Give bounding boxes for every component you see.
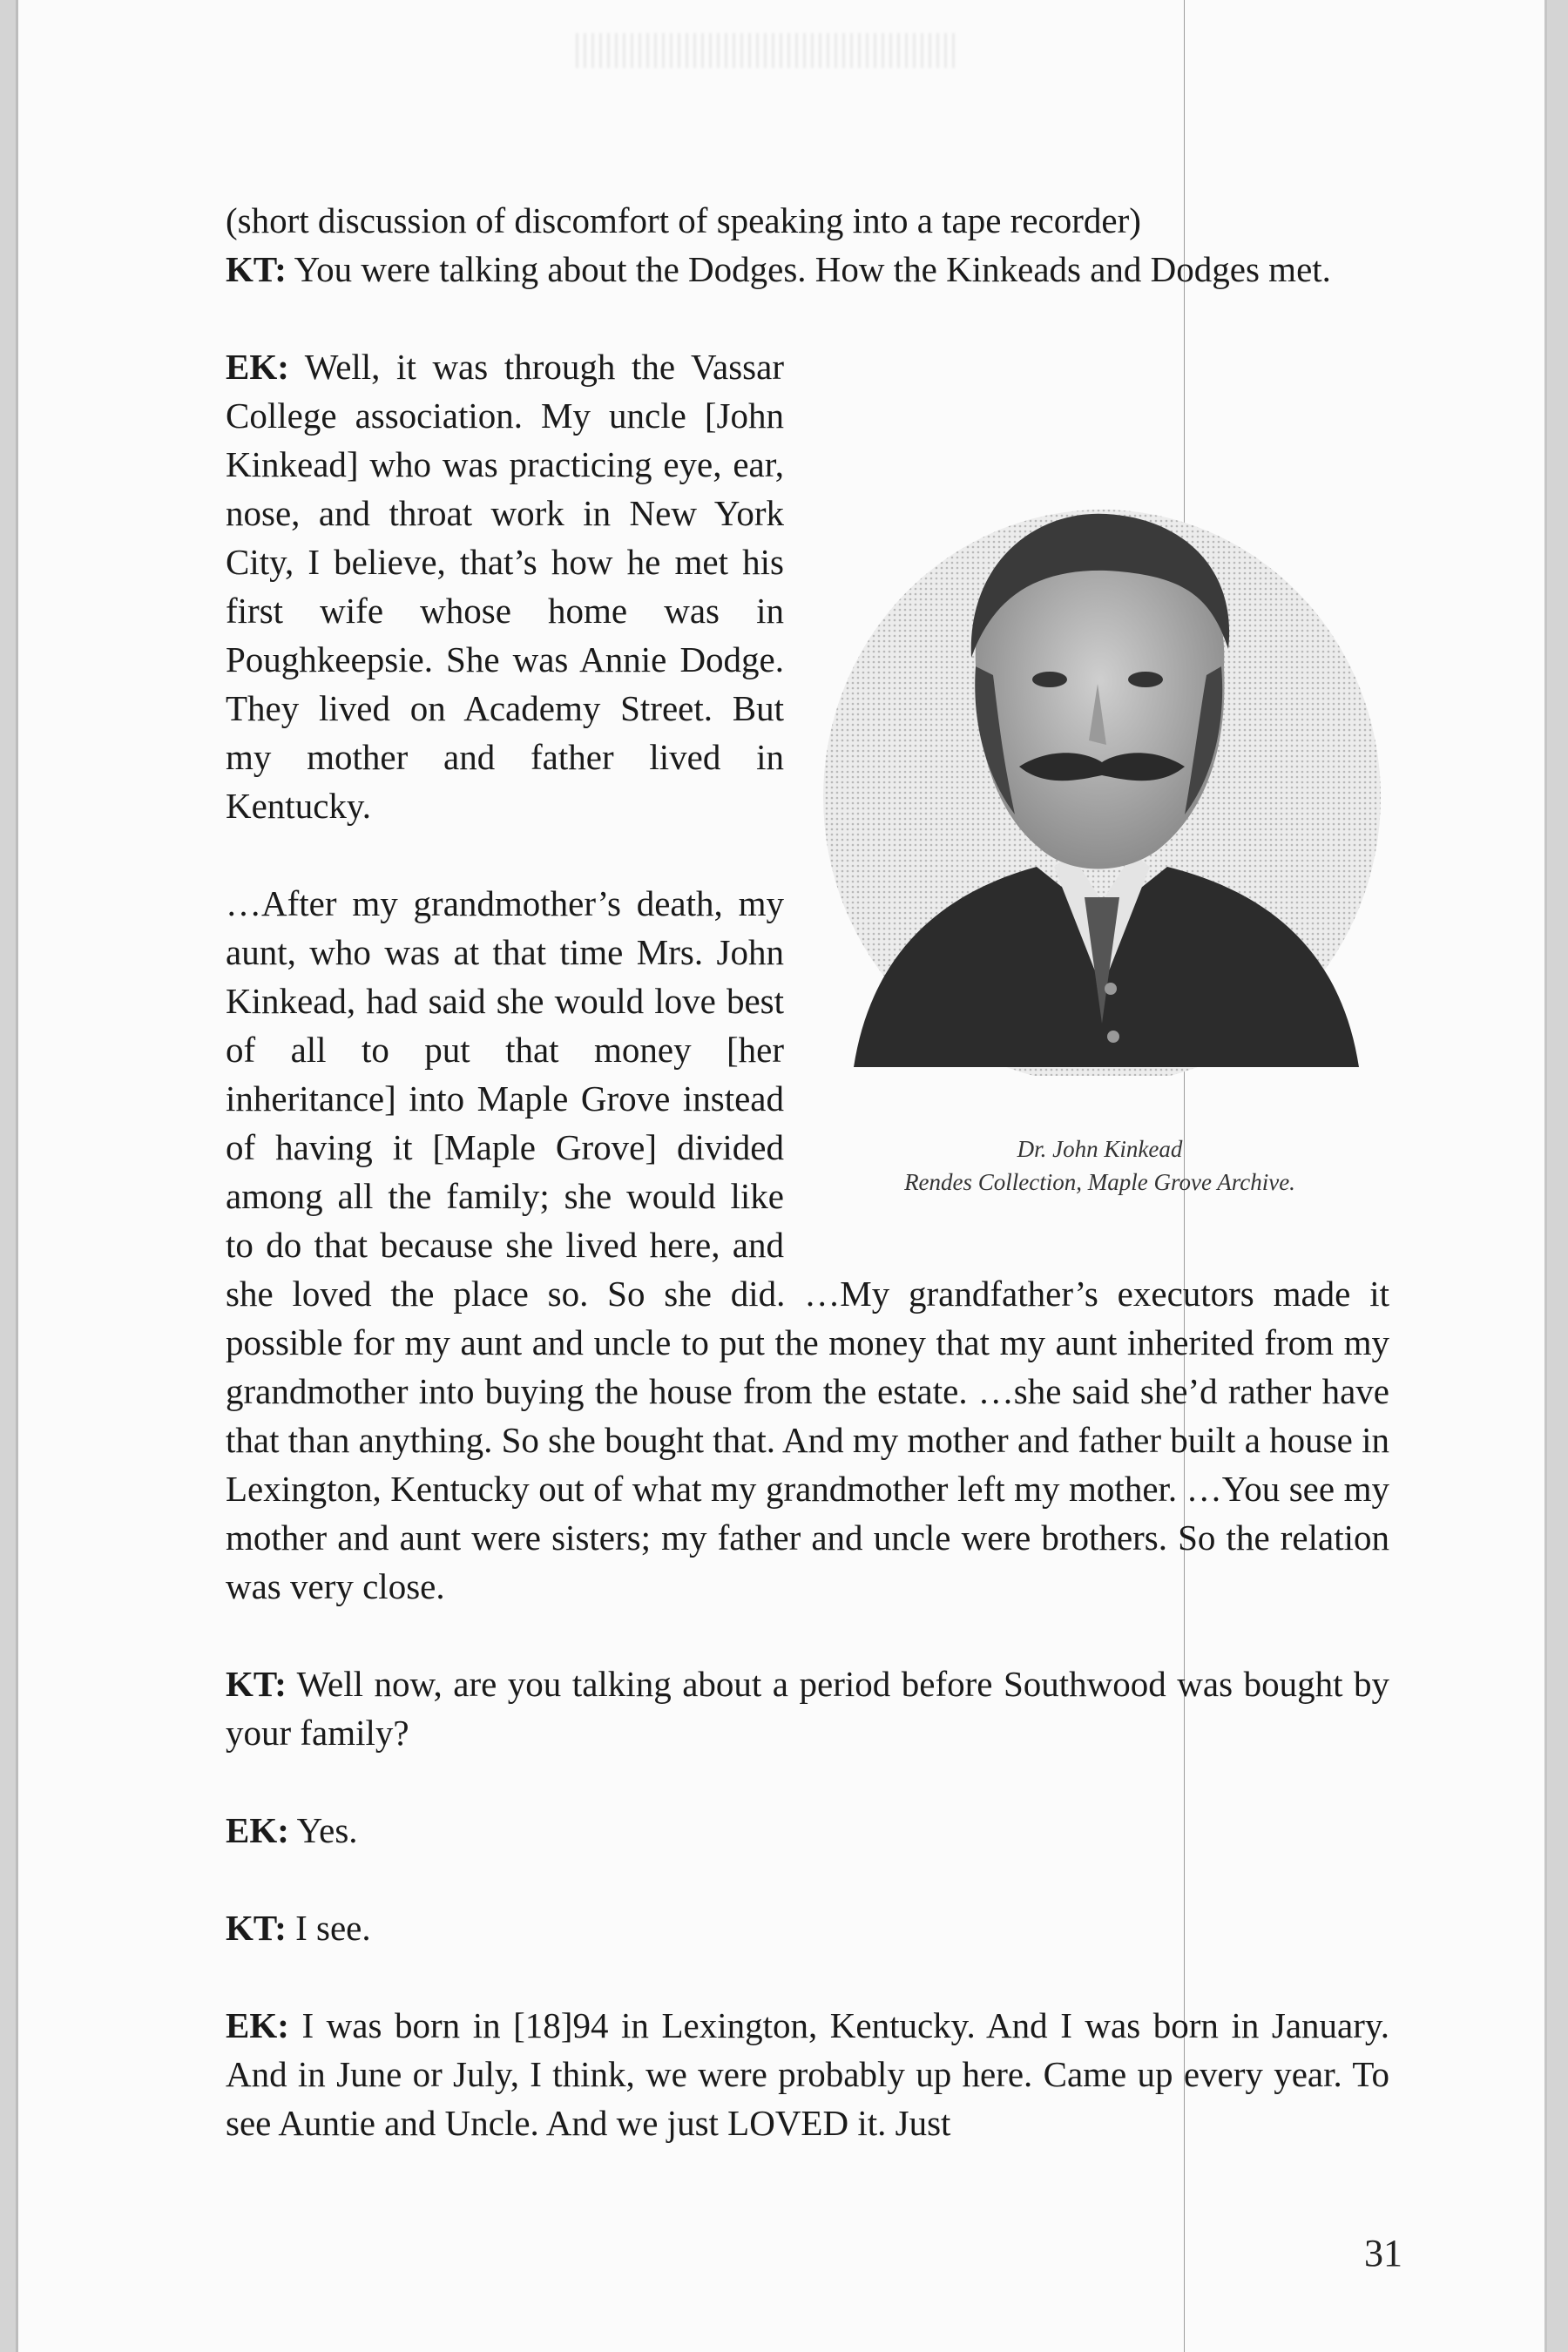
page-number: 31	[1364, 2232, 1402, 2274]
paragraph-text: …After my grandmother’s death, my aunt, who was at that time Mrs. John Kinkead, had said she would love best of all to put that money [her inheritance] into Maple Grove instead of having it [Maple Grove] divided among all the family; she would like to do that because she lived here, and she loved the place so. So she did. …My grandfather’s executors made it possible for my aunt and uncle to put the money that my aunt inherited from my grandmother into buying the house from the estate. …she said she’d rather have that than anything. So she bought that. And my mother and father built a house in Lexington, Kentucky out of what my grandmother left my mother. …You see my mother and aunt were sisters; my father and uncle were brothers. So the relation was very close.	[226, 883, 1389, 1606]
body-text	[226, 196, 1389, 2147]
speaker-label: EK:	[226, 347, 289, 387]
caption-source: Rendes Collection, Maple Grove Archive.	[904, 1169, 1295, 1195]
paragraph-text: I see.	[286, 1908, 371, 1948]
speaker-label: KT:	[226, 1664, 287, 1704]
paragraph-ek-4	[226, 2001, 1389, 2147]
speaker-label: KT:	[226, 249, 287, 289]
paragraph-kt-1	[226, 245, 1389, 294]
scan-artifact	[576, 33, 959, 68]
portrait-figure	[810, 301, 1389, 1228]
figure-caption	[810, 1132, 1389, 1199]
portrait-photo	[819, 466, 1385, 1076]
speaker-label: EK:	[226, 2005, 289, 2045]
intro-note: (short discussion of discomfort of speaking into a tape recorder)	[226, 200, 1141, 240]
paragraph-ek-3	[226, 1806, 1389, 1855]
paragraph-text: Well now, are you talking about a period before Southwood was bought by your family?	[226, 1664, 1389, 1753]
paragraph-text: You were talking about the Dodges. How the Kinkeads and Dodges met.	[286, 249, 1331, 289]
paragraph-text: I was born in [18]94 in Lexington, Kentucky. And I was born in January. And in June or July, I think, we were probably up here. Came up every year. To see Auntie and Uncle. And we just LOVED it. Just	[226, 2005, 1389, 2143]
caption-title: Dr. John Kinkead	[1017, 1136, 1183, 1162]
book-page	[16, 0, 1547, 2352]
paragraph-text: Yes.	[288, 1810, 358, 1850]
speaker-label: KT:	[226, 1908, 287, 1948]
paragraph-text: Well, it was through the Vassar College association. My uncle [John Kinkead] who was practicing eye, ear, nose, and throat work in New York City, I believe, that’s how he met his first wife whose home was in Poughkeepsie. She was Annie Dodge. They lived on Academy Street. But my mother and father lived in Kentucky.	[226, 347, 784, 826]
paragraph-kt-3	[226, 1903, 1389, 1952]
paragraph-kt-2	[226, 1659, 1389, 1757]
speaker-label: EK:	[226, 1810, 289, 1850]
